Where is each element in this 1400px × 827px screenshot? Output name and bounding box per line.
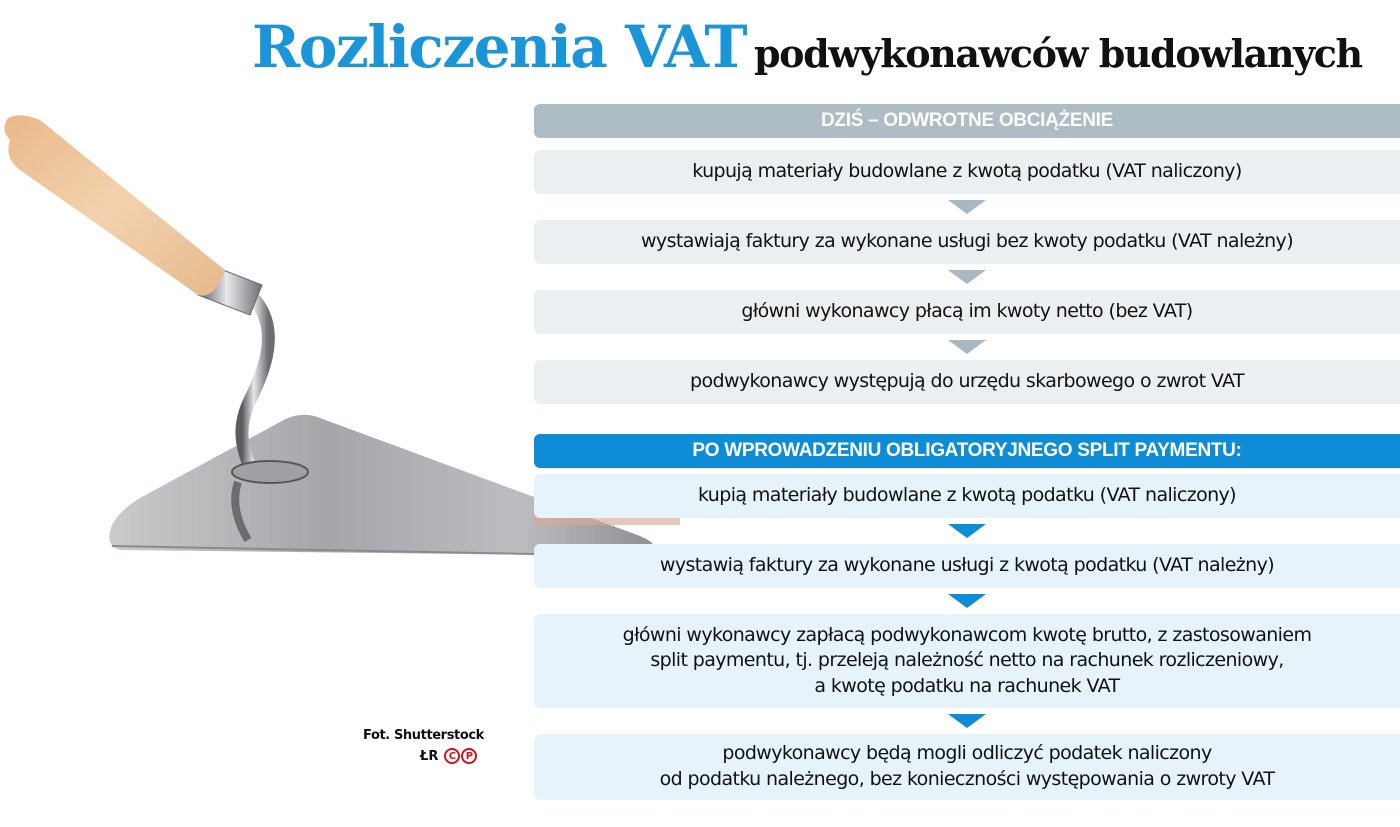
- logo-p-icon: P: [461, 748, 477, 764]
- flow-chart: [534, 104, 1400, 800]
- step-split-1: kupią materiały budowlane z kwotą podatku (VAT naliczony): [534, 474, 1400, 518]
- step-split-3: główni wykonawcy zapłacą podwykonawcom kwotę brutto, z zastosowaniem split paymentu, tj. przeleją należność netto na rachunek rozliczeniowy, a kwotę podatku na rachunek VAT: [534, 614, 1400, 708]
- author-signature: [420, 748, 477, 764]
- step-current-4: podwykonawcy występują do urzędu skarbowego o zwrot VAT: [534, 360, 1400, 404]
- step-current-1: kupują materiały budowlane z kwotą podatku (VAT naliczony): [534, 150, 1400, 194]
- arrow-down-icon: [534, 194, 1400, 220]
- step-split-2: wystawią faktury za wykonane usługi z kwotą podatku (VAT należny): [534, 544, 1400, 588]
- page-title: [252, 13, 1362, 81]
- author-initials: ŁR: [420, 748, 439, 764]
- arrow-down-icon: [534, 264, 1400, 290]
- photo-credit: Fot. Shutterstock: [363, 728, 484, 743]
- arrow-down-icon: [534, 708, 1400, 734]
- title-rest: podwykonawców budowlanych: [754, 31, 1362, 76]
- section-header-split-payment: PO WPROWADZENIU OBLIGATORYJNEGO SPLIT PAYMENTU:: [534, 434, 1400, 468]
- arrow-down-icon: [534, 518, 1400, 544]
- logo-c-icon: C: [444, 748, 460, 764]
- arrow-down-icon: [534, 334, 1400, 360]
- title-highlight: Rozliczenia VAT: [252, 13, 747, 81]
- publisher-logo-icon: [444, 748, 477, 764]
- arrow-down-icon: [534, 588, 1400, 614]
- step-current-2: wystawiają faktury za wykonane usługi bez kwoty podatku (VAT należny): [534, 220, 1400, 264]
- step-split-4: podwykonawcy będą mogli odliczyć podatek naliczony od podatku należnego, bez konieczności występowania o zwroty VAT: [534, 734, 1400, 800]
- step-current-3: główni wykonawcy płacą im kwoty netto (bez VAT): [534, 290, 1400, 334]
- section-header-current: DZIŚ – ODWROTNE OBCIĄŻENIE: [534, 104, 1400, 138]
